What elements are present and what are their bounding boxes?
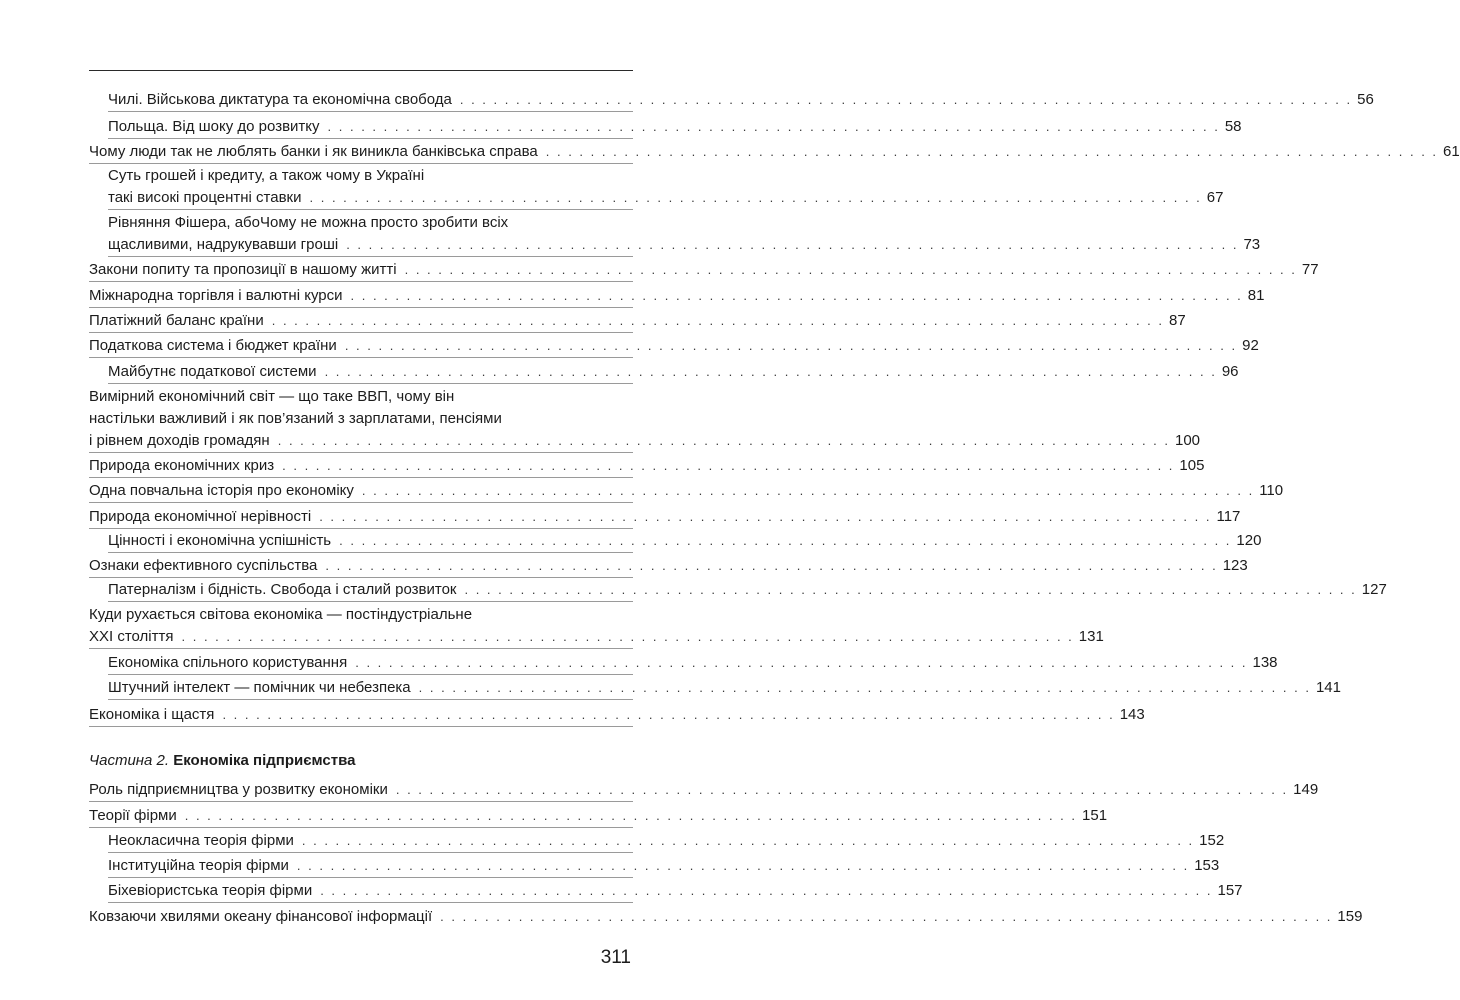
toc-page-number: 131 [1078,628,1104,645]
toc-line [108,855,1220,877]
toc-page-number: 152 [1199,832,1225,849]
toc-entry [89,805,1108,828]
toc-line [89,805,1108,827]
toc-entry [108,855,1220,878]
dot-leader: . . . . . . . . . . . . . . . . . . . . . . . . . . . . . . . . . . . . . . . . . . . . . . . . . . . . . . . . . . . . . . . . . . . . . . . . . . . . . . . . [327,119,1220,134]
toc-entry-title: Чилі. Військова диктатура та економічна свобода [108,91,452,108]
toc-line [89,906,1363,928]
toc-page-number: 67 [1206,189,1224,206]
toc-line [108,187,1224,209]
toc-page-number: 81 [1247,287,1265,304]
dot-leader: . . . . . . . . . . . . . . . . . . . . . . . . . . . . . . . . . . . . . . . . . . . . . . . . . . . . . . . . . . . . . . . . . . . . . . . . . . . . . . . . [350,288,1243,303]
dot-leader: . . . . . . . . . . . . . . . . . . . . . . . . . . . . . . . . . . . . . . . . . . . . . . . . . . . . . . . . . . . . . . . . . . . . . . . . . . . . . . . . [395,782,1289,797]
toc-page-number: 56 [1357,91,1374,108]
toc-entry-title: настільки важливий і як пов’язаний з зарплатами, пенсіями [89,410,502,427]
dot-leader: . . . . . . . . . . . . . . . . . . . . . . . . . . . . . . . . . . . . . . . . . . . . . . . . . . . . . . . . . . . . . . . . . . . . . . . . . . . . . . . . [181,629,1074,644]
toc-page-number: 96 [1221,363,1239,380]
toc-line [89,626,1104,648]
toc-line [89,480,1284,502]
toc-page-number: 105 [1179,457,1205,474]
dot-leader: . . . . . . . . . . . . . . . . . . . . . . . . . . . . . . . . . . . . . . . . . . . . . . . . . . . . . . . . . . . . . . . . . . . . . . . . . . . . . . . . [222,707,1115,722]
dot-leader: . . . . . . . . . . . . . . . . . . . . . . . . . . . . . . . . . . . . . . . . . . . . . . . . . . . . . . . . . . . . . . . . . . . . . . . . . . . . . . . . [440,909,1333,924]
toc-page-number: 149 [1293,781,1319,798]
toc-entry-title: Суть грошей і кредиту, а також чому в Україні [108,167,425,184]
toc-line [89,408,633,430]
dot-leader: . . . . . . . . . . . . . . . . . . . . . . . . . . . . . . . . . . . . . . . . . . . . . . . . . . . . . . . . . . . . . . . . . . . . . . . . . . . . . . . . [404,262,1297,277]
toc-line [89,285,1265,307]
dot-leader: . . . . . . . . . . . . . . . . . . . . . . . . . . . . . . . . . . . . . . . . . . . . . . . . . . . . . . . . . . . . . . . . . . . . . . . . . . . . . . . . [464,582,1357,597]
toc-entry-title: Природа економічних криз [89,457,275,474]
toc-entry-title: Штучний інтелект — помічник чи небезпека [108,679,411,696]
part-label: Частина 2. [89,752,170,769]
toc-entry-title: такі високі процентні ставки [108,189,302,206]
toc-entry-title: Інституційна теорія фірми [108,857,289,874]
dot-leader: . . . . . . . . . . . . . . . . . . . . . . . . . . . . . . . . . . . . . . . . . . . . . . . . . . . . . . . . . . . . . . . . . . . . . . . . . . . . . . . . [319,509,1212,524]
dot-leader: . . . . . . . . . . . . . . . . . . . . . . . . . . . . . . . . . . . . . . . . . . . . . . . . . . . . . . . . . . . . . . . . . . . . . . . . . . . . . . . . [301,833,1195,848]
toc-entry [108,530,1262,553]
toc-entry [108,212,1261,257]
toc-line [108,89,1374,111]
toc-entry [89,704,1145,727]
toc-entry [89,386,1201,453]
toc-entry [108,677,1341,700]
toc-page-number: 143 [1119,706,1145,723]
dot-leader: . . . . . . . . . . . . . . . . . . . . . . . . . . . . . . . . . . . . . . . . . . . . . . . . . . . . . . . . . . . . . . . . . . . . . . . . . . . . . . . . [459,92,1353,107]
toc-page-number: 92 [1242,337,1259,354]
toc-entry [89,906,1363,928]
toc-entry-title: Патерналізм і бідність. Свобода і сталий розвиток [108,581,457,598]
toc-line [108,234,1261,256]
dot-leader: . . . . . . . . . . . . . . . . . . . . . . . . . . . . . . . . . . . . . . . . . . . . . . . . . . . . . . . . . . . . . . . . . . . . . . . . . . . . . . . . [184,808,1078,823]
toc-entry [108,89,1374,112]
toc-entry-title: XXI століття [89,628,174,645]
toc-entry [89,141,1460,164]
toc-line [89,259,1319,281]
toc-line [108,165,633,187]
toc-entry [108,830,1225,853]
toc-entry-title: Природа економічної нерівності [89,508,312,525]
dot-leader: . . . . . . . . . . . . . . . . . . . . . . . . . . . . . . . . . . . . . . . . . . . . . . . . . . . . . . . . . . . . . . . . . . . . . . . . . . . . . . . . [346,237,1239,252]
toc-entry-title: Теорії фірми [89,807,177,824]
dot-leader: . . . . . . . . . . . . . . . . . . . . . . . . . . . . . . . . . . . . . . . . . . . . . . . . . . . . . . . . . . . . . . . . . . . . . . . . . . . . . . . . [282,458,1175,473]
toc-line [89,310,1186,332]
top-rule [89,70,633,71]
toc-page-number: 117 [1216,508,1241,525]
toc-page-number: 157 [1217,882,1243,899]
toc-entry [89,310,1186,333]
toc-entry [108,165,1224,210]
toc-line [89,141,1460,163]
toc-entry-title: Куди рухається світова економіка — постіндустріальне [89,606,473,623]
toc-page-number: 127 [1361,581,1387,598]
toc-page-number: 110 [1259,482,1284,499]
toc-entry [89,455,1205,478]
toc-entry [89,335,1259,358]
toc-entry [108,880,1243,903]
toc-entry-title: Польща. Від шоку до розвитку [108,118,320,135]
toc-line [108,579,1387,601]
part-title: Економіка підприємства [173,752,356,769]
toc-line [108,830,1225,852]
dot-leader: . . . . . . . . . . . . . . . . . . . . . . . . . . . . . . . . . . . . . . . . . . . . . . . . . . . . . . . . . . . . . . . . . . . . . . . . . . . . . . . . [355,655,1248,670]
toc-entry-title: Вимірний економічний світ — що таке ВВП, чому він [89,388,455,405]
dot-leader: . . . . . . . . . . . . . . . . . . . . . . . . . . . . . . . . . . . . . . . . . . . . . . . . . . . . . . . . . . . . . . . . . . . . . . . . . . . . . . . . [418,680,1311,695]
toc-entry-title: Одна повчальна історія про економіку [89,482,354,499]
toc-entry-title: Економіка і щастя [89,706,215,723]
dot-leader: . . . . . . . . . . . . . . . . . . . . . . . . . . . . . . . . . . . . . . . . . . . . . . . . . . . . . . . . . . . . . . . . . . . . . . . . . . . . . . . . [344,338,1238,353]
toc-line [89,386,633,408]
dot-leader: . . . . . . . . . . . . . . . . . . . . . . . . . . . . . . . . . . . . . . . . . . . . . . . . . . . . . . . . . . . . . . . . . . . . . . . . . . . . . . . . [296,858,1190,873]
toc-page-number: 120 [1236,532,1262,549]
toc-entry-title: Закони попиту та пропозиції в нашому житті [89,261,397,278]
toc-entry-title: Чому люди так не люблять банки і як виникла банківська справа [89,143,538,160]
toc-line [89,704,1145,726]
toc-entry-title: Міжнародна торгівля і валютні курси [89,287,343,304]
toc-page-number: 159 [1337,908,1363,925]
toc-line [89,506,1241,528]
toc-page-number: 123 [1222,557,1248,574]
dot-leader: . . . . . . . . . . . . . . . . . . . . . . . . . . . . . . . . . . . . . . . . . . . . . . . . . . . . . . . . . . . . . . . . . . . . . . . . . . . . . . . . [277,433,1170,448]
toc-entry [89,555,1248,578]
dot-leader: . . . . . . . . . . . . . . . . . . . . . . . . . . . . . . . . . . . . . . . . . . . . . . . . . . . . . . . . . . . . . . . . . . . . . . . . . . . . . . . . [361,483,1255,498]
toc-entry-title: Цінності і економічна успішність [108,532,332,549]
toc-entry-title: Платіжний баланс країни [89,312,264,329]
toc-entry [89,604,1104,649]
toc-line [108,361,1239,383]
page-number: 311 [600,947,631,968]
toc-line [108,677,1341,699]
dot-leader: . . . . . . . . . . . . . . . . . . . . . . . . . . . . . . . . . . . . . . . . . . . . . . . . . . . . . . . . . . . . . . . . . . . . . . . . . . . . . . . . [339,533,1232,548]
toc-page-number: 73 [1243,236,1261,253]
toc-page-number: 87 [1169,312,1186,329]
toc-page-number: 61 [1443,143,1460,160]
toc-entry [108,579,1387,602]
toc-line [89,604,633,626]
toc-entry [108,652,1278,675]
toc-page-number: 138 [1252,654,1278,671]
toc-page-number: 77 [1301,261,1319,278]
dot-leader: . . . . . . . . . . . . . . . . . . . . . . . . . . . . . . . . . . . . . . . . . . . . . . . . . . . . . . . . . . . . . . . . . . . . . . . . . . . . . . . . [320,883,1213,898]
toc-entry-title: Економіка спільного користування [108,654,348,671]
toc-page-number: 100 [1175,432,1201,449]
toc-entry-title: Неокласична теорія фірми [108,832,294,849]
toc-page-number: 151 [1082,807,1108,824]
toc-line [89,455,1205,477]
toc-line [108,880,1243,902]
toc-line [89,779,1319,801]
toc-entry-title: Роль підприємництва у розвитку економіки [89,781,388,798]
dot-leader: . . . . . . . . . . . . . . . . . . . . . . . . . . . . . . . . . . . . . . . . . . . . . . . . . . . . . . . . . . . . . . . . . . . . . . . . . . . . . . . . [545,144,1439,159]
toc-entry [89,779,1319,802]
dot-leader: . . . . . . . . . . . . . . . . . . . . . . . . . . . . . . . . . . . . . . . . . . . . . . . . . . . . . . . . . . . . . . . . . . . . . . . . . . . . . . . . [271,313,1164,328]
toc-entry-title: Податкова система і бюджет країни [89,337,337,354]
toc-entry [89,285,1265,308]
dot-leader: . . . . . . . . . . . . . . . . . . . . . . . . . . . . . . . . . . . . . . . . . . . . . . . . . . . . . . . . . . . . . . . . . . . . . . . . . . . . . . . . [309,190,1202,205]
toc-entry [89,480,1284,503]
toc-entry-title: і рівнем доходів громадян [89,432,270,449]
toc-line [108,116,1242,138]
toc-entry-title: Рівняння Фішера, абоЧому не можна просто зробити всіх [108,214,509,231]
toc-line [108,530,1262,552]
toc-line [89,555,1248,577]
toc-entry-title: Ознаки ефективного суспільства [89,557,318,574]
toc-entry [89,259,1319,282]
toc-line [89,335,1259,357]
dot-leader: . . . . . . . . . . . . . . . . . . . . . . . . . . . . . . . . . . . . . . . . . . . . . . . . . . . . . . . . . . . . . . . . . . . . . . . . . . . . . . . . [325,558,1218,573]
toc-entry-title: Біхевіористська теорія фірми [108,882,313,899]
toc-entry [108,361,1239,384]
toc-page-number: 153 [1194,857,1220,874]
toc-page-number: 58 [1224,118,1242,135]
toc-page-number: 141 [1315,679,1341,696]
toc-entry-title: щасливими, надрукувавши гроші [108,236,339,253]
dot-leader: . . . . . . . . . . . . . . . . . . . . . . . . . . . . . . . . . . . . . . . . . . . . . . . . . . . . . . . . . . . . . . . . . . . . . . . . . . . . . . . . [324,364,1217,379]
toc-line [89,430,1201,452]
part-heading [89,750,355,772]
toc-entry [89,506,1241,529]
toc-line [108,652,1278,674]
toc-line [108,212,633,234]
toc-entry [108,116,1242,139]
toc-entry-title: Ковзаючи хвилями океану фінансової інформації [89,908,433,925]
toc-entry-title: Майбутнє податкової системи [108,363,317,380]
